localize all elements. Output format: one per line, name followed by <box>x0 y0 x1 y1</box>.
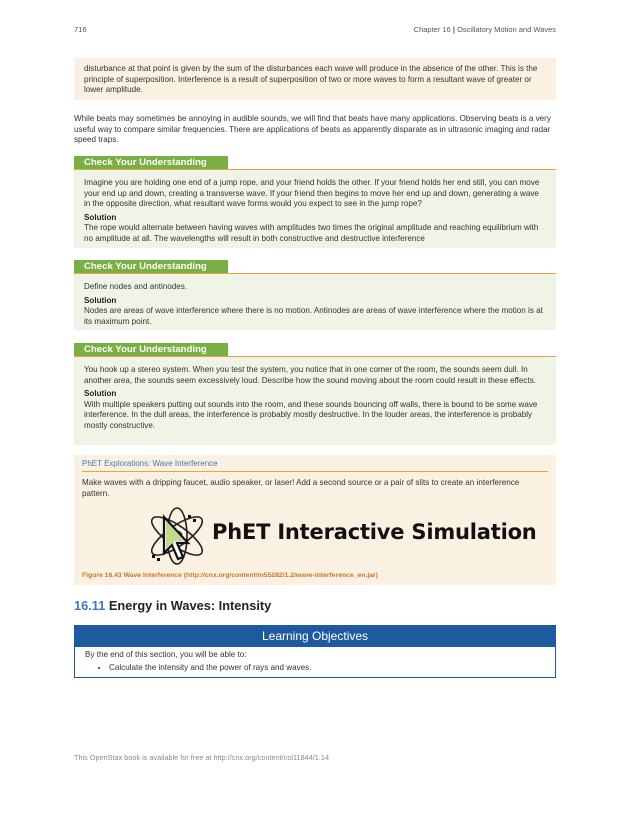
learning-objectives-list <box>85 663 545 674</box>
phet-title: PhET Explorations: Wave Interference <box>82 459 218 468</box>
cyu-question-1: Imagine you are holding one end of a jump rope, and your friend holds the other. If your friend holds her end still, you can move your end up and down, creating a transverse wave. If your friend then begins to move her end up and down, generating a wave in the opposite direction, what resultant wave forms would you expect to see in the jump rope? <box>84 178 540 209</box>
cyu-question-2: Define nodes and antinodes. <box>84 282 188 291</box>
cyu-header-3 <box>74 343 556 357</box>
intro-box <box>74 58 556 100</box>
figure-caption-label: Figure 16.43 <box>82 572 122 580</box>
body-paragraph: While beats may sometimes be annoying in audible sounds, we will find that beats have many applications. Observing beats is a very useful way to compare similar frequencies. There are applications of beats as apparently disparate as in ultrasonic imaging and radar speed traps. <box>74 114 551 145</box>
intro-text: disturbance at that point is given by the sum of the disturbances each wave will produce in the absence of the other. This is the principle of superposition. Interference is a result of superposition of two or more waves to form a resultant wave of greater or lower amplitude. <box>84 64 538 95</box>
page-header <box>74 25 556 37</box>
phet-cursor-icon <box>144 507 210 565</box>
section-heading <box>74 598 271 613</box>
phet-logo[interactable] <box>144 507 537 565</box>
cyu-solution-1: The rope would alternate between having waves with amplitudes two times the original amplitude and reaching equilibrium with no amplitude at all. The wavelengths will result in both constructive and destructive interference <box>84 223 539 243</box>
cyu-title-2: Check Your Understanding <box>74 260 228 273</box>
section-number: 16.11 <box>74 598 106 613</box>
phet-divider <box>82 471 548 472</box>
figure-caption <box>82 571 548 580</box>
section-title: Energy in Waves: Intensity <box>108 598 272 613</box>
cyu-box-1 <box>74 170 556 248</box>
cyu-solution-3: With multiple speakers putting out sounds into the room, and these sounds bouncing off walls, there is bound to be some wave interference. In the dull areas, the interference is probably mostly destructive. In the louder areas, the interference is probably mostly constructive. <box>84 399 538 430</box>
page-number: 716 <box>74 25 87 34</box>
page-footer: This OpenStax book is available for free at http://cnx.org/content/col11844/1.14 <box>74 753 330 762</box>
phet-box <box>74 455 556 585</box>
learning-objectives-heading: Learning Objectives <box>75 626 555 647</box>
cyu-box-2 <box>74 274 556 330</box>
cyu-box-3 <box>74 357 556 445</box>
cyu-header-2 <box>74 260 556 274</box>
figure-caption-text[interactable]: Wave Interference (http://cnx.org/content/m55282/1.2/wave-interference_en.jar) <box>123 572 378 580</box>
cyu-question-3: You hook up a stereo system. When you test the system, you notice that in one corner of the room, the sounds seem dull. In another area, the sounds seem excessively loud. Describe how the sound moving about the room could result in these effects. <box>84 365 537 385</box>
learning-objectives-body <box>75 647 555 673</box>
cyu-solution-label-3: Solution <box>84 389 117 399</box>
learning-objectives-intro: By the end of this section, you will be able to: <box>85 650 247 659</box>
cyu-title-1: Check Your Understanding <box>74 156 228 169</box>
cyu-solution-label-1: Solution <box>84 212 117 222</box>
chapter-title: Chapter 16 | Oscillatory Motion and Waves <box>413 25 556 34</box>
phet-text: Make waves with a dripping faucet, audio speaker, or laser! Add a second source or a pair of slits to create an interference pattern. <box>82 478 520 498</box>
phet-logo-text: PhET Interactive Simulation <box>212 520 537 545</box>
learning-objective-item: • Calculate the intensity and the power of rays and waves. <box>109 663 545 674</box>
cyu-solution-label-2: Solution <box>84 295 117 305</box>
cyu-solution-2: Nodes are areas of wave interference where there is no motion. Antinodes are areas of wave interference where the motion is at its maximum point. <box>84 306 543 326</box>
cyu-header-1 <box>74 156 556 170</box>
cyu-title-3: Check Your Understanding <box>74 343 228 356</box>
learning-objectives-box <box>74 625 556 678</box>
